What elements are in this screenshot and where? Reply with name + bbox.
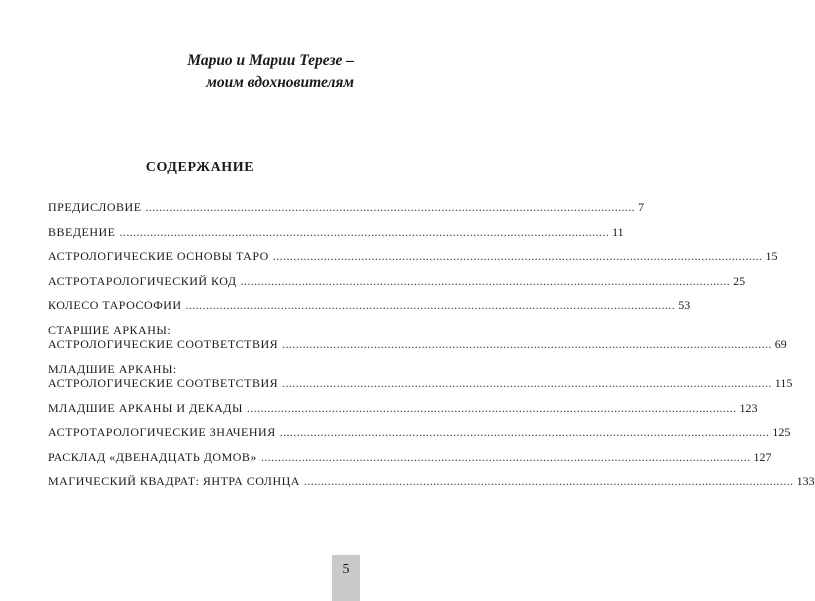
toc-entry-title: АСТРОЛОГИЧЕСКИЕ ОСНОВЫ ТАРО <box>48 249 269 263</box>
toc-entry-title: АСТРОТАРОЛОГИЧЕСКИЕ ЗНАЧЕНИЯ <box>48 425 276 439</box>
toc-entry <box>48 224 624 240</box>
dedication <box>187 50 354 94</box>
dedication-line-2: моим вдохновителям <box>206 74 354 91</box>
toc-entry-page: 127 <box>753 449 772 464</box>
toc-entry-page: 11 <box>612 224 624 239</box>
toc-leader-dots: ................................................................................................................................................ <box>260 449 751 464</box>
toc-entry-title: МАГИЧЕСКИЙ КВАДРАТ: ЯНТРА СОЛНЦА <box>48 474 300 488</box>
toc-entry-title: АСТРОЛОГИЧЕСКИЕ СООТВЕТСТВИЯ <box>48 376 279 390</box>
toc-entry <box>48 425 791 440</box>
toc-leader-dots: ................................................................................................................................................ <box>119 224 610 239</box>
dedication-line-1: Марио и Марии Терезе – <box>187 52 354 69</box>
toc-entry <box>48 361 793 391</box>
toc-entry-title: АСТРОТАРОЛОГИЧЕСКИЙ КОД <box>48 273 237 288</box>
toc-leader-dots: ................................................................................................................................................ <box>240 273 731 288</box>
toc-entry-page: 25 <box>733 273 746 288</box>
toc-entry-title-line: МЛАДШИЕ АРКАНЫ: <box>48 361 177 376</box>
toc-leader-dots: ................................................................................................................................................ <box>282 376 772 390</box>
toc-entry-title: МЛАДШИЕ АРКАНЫ И ДЕКАДЫ <box>48 400 243 415</box>
toc-entry-title-line: СТАРШИЕ АРКАНЫ: <box>48 322 172 337</box>
toc-entry-page: 53 <box>678 298 691 312</box>
toc-leader-dots: ................................................................................................................................................ <box>303 474 794 488</box>
toc-entry-title: РАСКЛАД «ДВЕНАДЦАТЬ ДОМОВ» <box>48 449 257 464</box>
toc-entry-page: 15 <box>765 249 778 263</box>
toc-entry <box>48 474 815 489</box>
toc-leader-dots: ................................................................................................................................................ <box>145 200 636 214</box>
toc-entry-page: 7 <box>638 200 645 214</box>
toc-entry-page: 115 <box>774 376 793 390</box>
toc-leader-dots: ................................................................................................................................................ <box>246 400 737 415</box>
toc-entry <box>48 400 758 416</box>
toc-leader-dots: ................................................................................................................................................ <box>272 249 763 263</box>
toc-entry-page: 123 <box>739 400 758 415</box>
toc-leader-dots: ................................................................................................................................................ <box>279 425 770 439</box>
toc-entry <box>48 249 778 264</box>
table-of-contents <box>48 200 815 499</box>
toc-entry-page: 133 <box>796 474 815 488</box>
toc-leader-dots: ................................................................................................................................................ <box>282 337 772 351</box>
toc-entry-title: КОЛЕСО ТАРОСОФИИ <box>48 298 182 312</box>
toc-title: СОДЕРЖАНИЕ <box>145 160 255 175</box>
toc-entry <box>48 322 787 352</box>
toc-entry <box>48 298 691 313</box>
toc-entry-title: ВВЕДЕНИЕ <box>48 224 116 239</box>
toc-leader-dots: ................................................................................................................................................ <box>185 298 676 312</box>
toc-entry-page: 125 <box>772 425 791 439</box>
toc-entry-title: ПРЕДИСЛОВИЕ <box>48 200 142 214</box>
toc-entry <box>48 449 772 465</box>
toc-entry <box>48 200 645 215</box>
toc-entry-page: 69 <box>774 337 787 351</box>
toc-entry-title: АСТРОЛОГИЧЕСКИЕ СООТВЕТСТВИЯ <box>48 337 279 351</box>
page-number-tab <box>332 555 360 601</box>
toc-entry <box>48 273 746 289</box>
page-number: 5 <box>342 562 350 577</box>
